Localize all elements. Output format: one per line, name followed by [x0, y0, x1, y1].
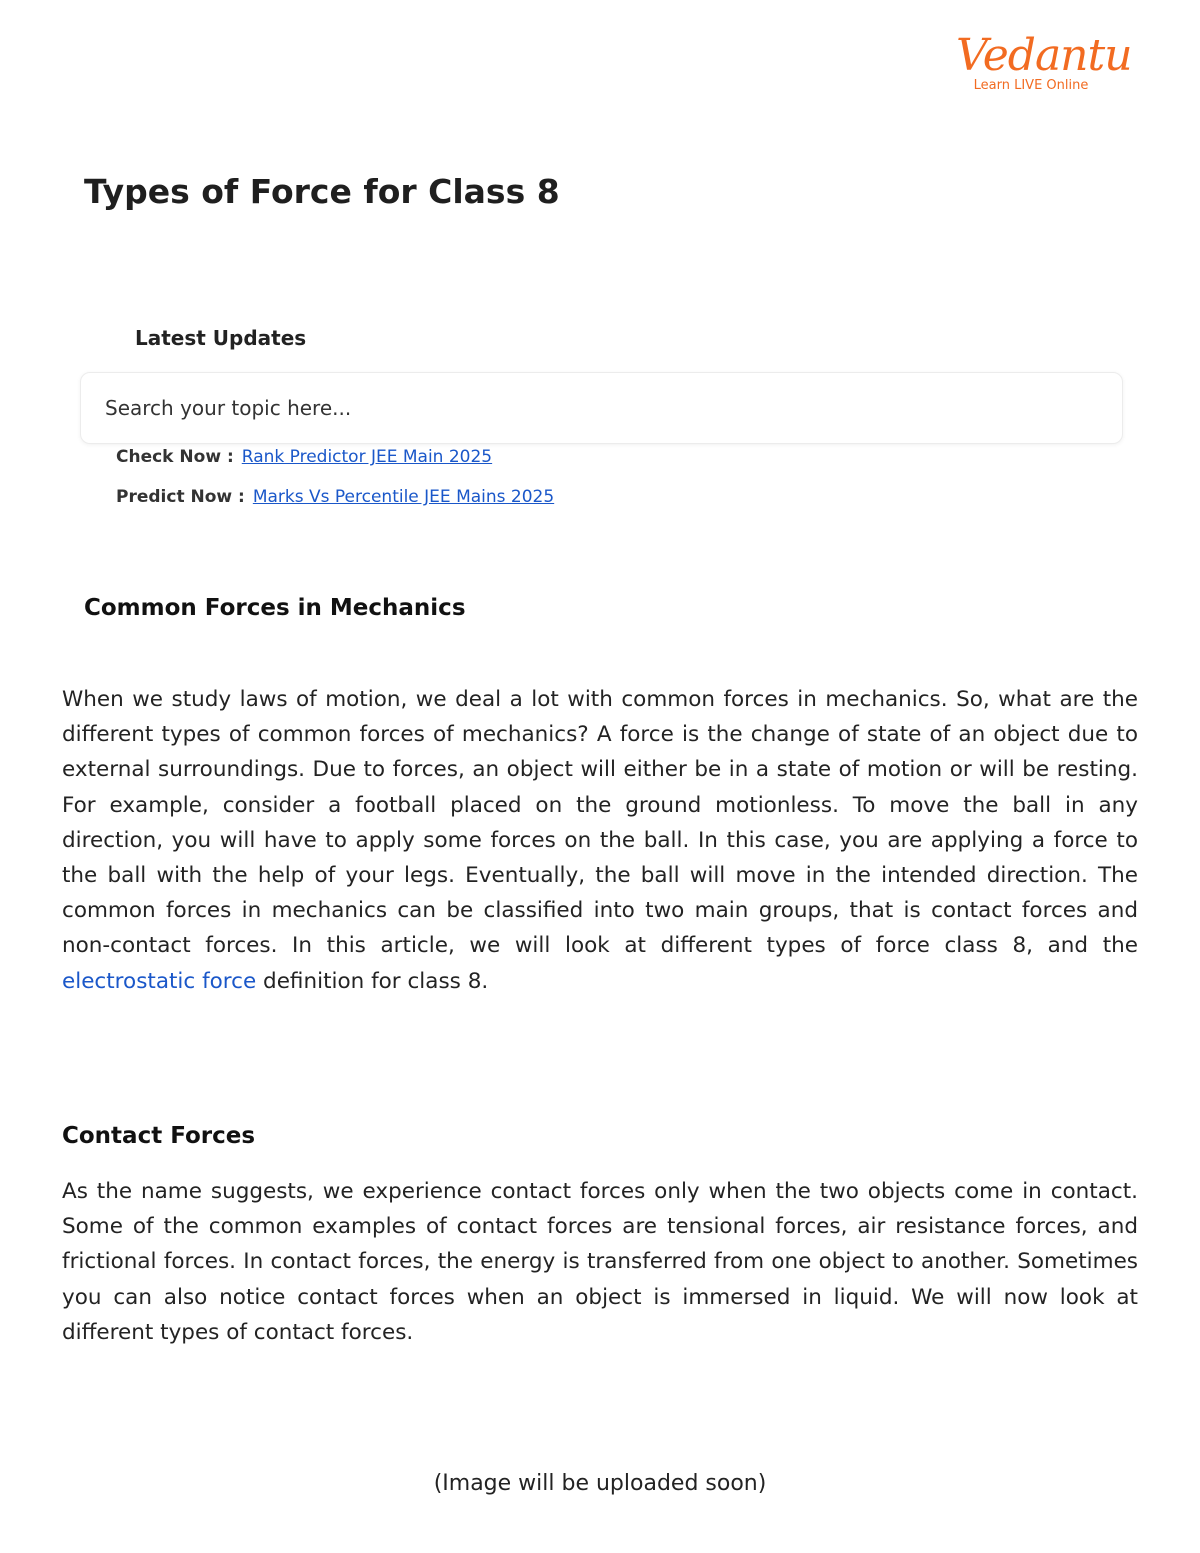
latest-updates-heading: Latest Updates: [135, 326, 307, 350]
logo-wordmark: Vedantu: [956, 30, 1132, 81]
paragraph-contact-forces: As the name suggests, we experience contact forces only when the two objects come in contact. Some of the common examples of contact forces are tensional forces, air resistance forces, and frictional forces. In contact forces, the energy is transferred from one object to another. Sometimes you can also notice contact forces when an object is immersed in liquid. We will now look at different types of contact forces.: [62, 1179, 1138, 1345]
electrostatic-force-link[interactable]: electrostatic force: [62, 968, 257, 994]
page-title: Types of Force for Class 8: [84, 172, 560, 211]
rank-predictor-link[interactable]: Rank Predictor JEE Main 2025: [241, 447, 493, 467]
section-title-mechanics: Common Forces in Mechanics: [84, 595, 466, 621]
image-placeholder-note: (Image will be uploaded soon): [433, 1471, 767, 1496]
logo-tagline: Learn LIVE Online: [973, 78, 1089, 93]
paragraph-text: When we study laws of motion, we deal a lot with common forces in mechanics. So, what are the different types of common forces of mechanics? A force is the change of state of an object due to external surroundings. Due to forces, an object will either be in a state of motion or will be resting. For example, consider a football placed on the ground motionless. To move the ball in any direction, you will have to apply some forces on the ball. In this case, you are applying a force to the ball with the help of your legs. Eventually, the ball will move in the intended direction. The common forces in mechanics can be classified into two main groups, that is contact forces and non-contact forces. In this article, we will look at different types of force class 8, and the: [62, 687, 1138, 959]
update-row-check-now: [116, 445, 492, 469]
search-input[interactable]: [105, 388, 1085, 428]
update-row-predict-now: [116, 485, 554, 509]
section-title-contact-forces: Contact Forces: [62, 1123, 256, 1149]
paragraph-text: definition for class 8.: [256, 968, 489, 994]
update-label: Check Now :: [116, 447, 234, 467]
paragraph-mechanics: [62, 682, 1138, 999]
search-box[interactable]: [80, 372, 1123, 444]
vedantu-logo[interactable]: [956, 30, 1132, 110]
update-label: Predict Now :: [116, 487, 245, 507]
marks-vs-percentile-link[interactable]: Marks Vs Percentile JEE Mains 2025: [252, 487, 555, 507]
